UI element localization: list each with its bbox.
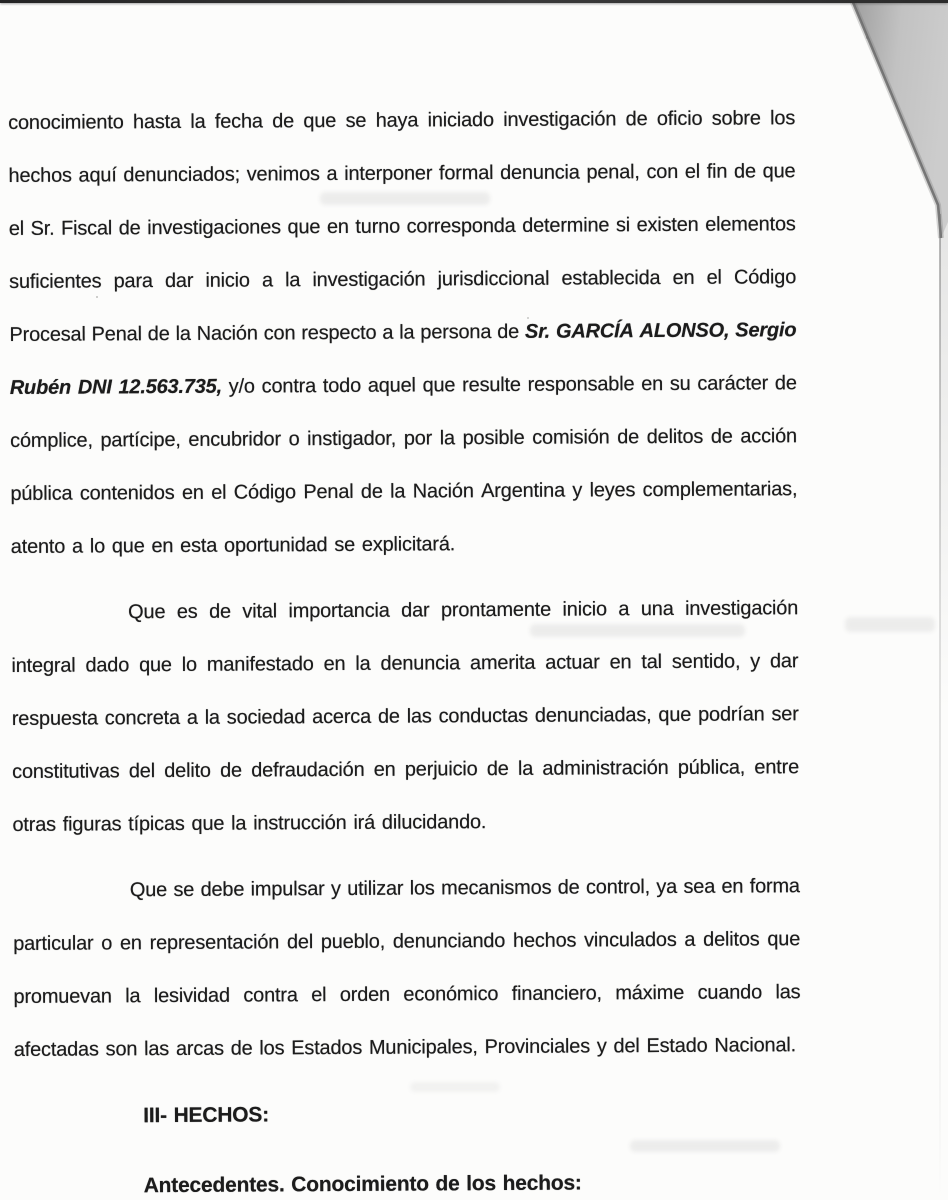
text-line: conocimiento hasta la fecha de que se haya iniciado investigación de oficio sobre los [8,107,796,134]
text-line: respuesta concreta a la sociedad acerca de las conductas denunciadas, que podrían ser [11,703,799,730]
text-line: suficientes para dar inicio a la investigación jurisdiccional establecida en el Código [9,266,797,293]
section-heading-hechos: III- HECHOS: [143,1103,270,1128]
scan-top-edge [0,0,948,3]
text-line: el Sr. Fiscal de investigaciones que en turno corresponda determine si existen elementos [8,213,796,240]
text-line: atento a lo que en esta oportunidad se explicitará. [10,533,456,558]
text-line: afectadas son las arcas de los Estados Municipales, Provinciales y del Estado Nacional. [13,1034,796,1061]
text-line: hechos aquí denunciados; venimos a interponer formal denuncia penal, con el fin de que [8,160,796,187]
text-line: integral dado que lo manifestado en la denuncia amerita actuar en tal sentido, y dar [11,650,799,677]
text-line: pública contenidos en el Código Penal de la Nación Argentina y leyes complementarias, [10,478,798,505]
text-line: otras figuras típicas que la instrucción irá dilucidando. [12,811,487,836]
document-text [8,92,802,1200]
text-line: particular o en representación del pueblo, denunciando hechos vinculados a delitos que [13,928,801,955]
text-line: constitutivas del delito de defraudación en perjuicio de la administración pública, entre [12,756,800,783]
text-line: Que se debe impulsar y utilizar los mecanismos de control, ya sea en forma [129,875,800,902]
right-paper-edge [939,214,941,1200]
text-line: cómplice, partícipe, encubridor o instigador, por la posible comisión de delitos de acción [10,425,797,452]
text-line: Que es de vital importancia dar prontamente inicio a una investigación [128,597,799,624]
page-corner-fold-shadow [828,0,948,240]
right-paper-edge-wash [940,214,948,714]
text-line-with-defendant-name: Procesal Penal de la Nación con respecto a la persona de Sr. GARCÍA ALONSO, Sergio [9,319,797,346]
text-line: promuevan la lesividad contra el orden económico financiero, máxime cuando las [13,981,801,1008]
subsection-heading-antecedentes: Antecedentes. Conocimiento de los hechos: [143,1171,582,1198]
dust-speck [866,36,869,39]
bleedthrough-smudge [845,617,935,632]
text-line-with-dni: Rubén DNI 12.563.735, y/o contra todo aquel que resulte responsable en su carácter de [9,372,797,399]
